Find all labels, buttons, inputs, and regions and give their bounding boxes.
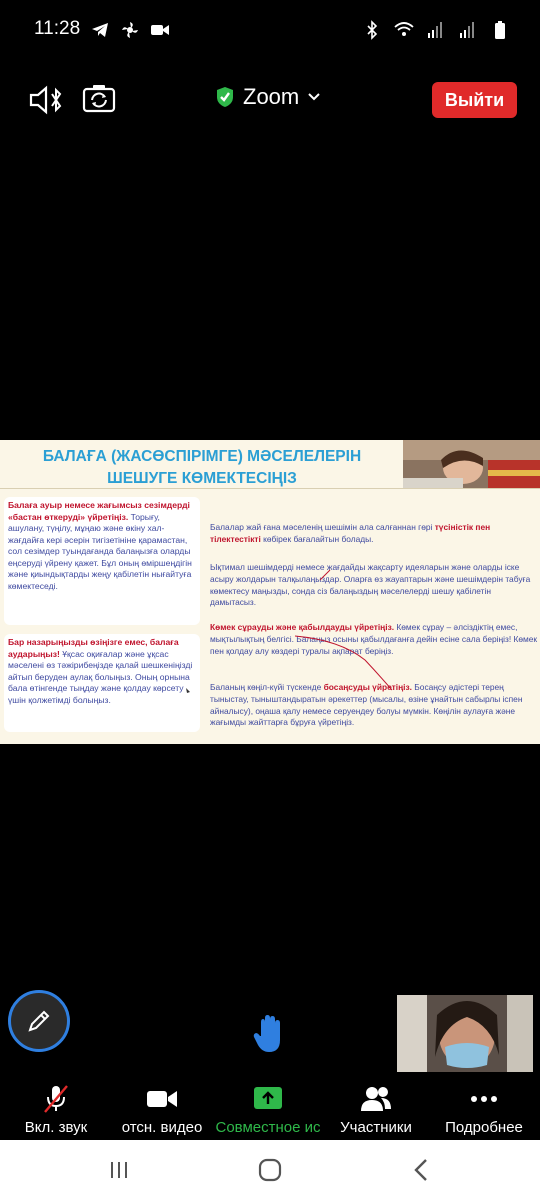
meeting-bottom-toolbar <box>0 1078 540 1138</box>
app-name: Zoom <box>243 84 300 109</box>
video-label: отсн. видео <box>121 1119 203 1136</box>
card2-body: Ұқсас оқиғалар және ұқсас мәселені өз тәжірибеңізде қалай шешкеніңізді айтып беруден аулақ болыңыз. Оның орнына бала өтінгенде тыңдау және қолдау көрсету үшін қолжетімді болыңыз. <box>8 648 193 705</box>
participants-icon <box>359 1084 393 1114</box>
p4-after: Босаңсу әдістері терең тыныстау, тыныштандыратын әрекеттер (мысалы, өзіне ұнайтын сабырлы іспен айналысу), оңаша қалу немесе серуендеу болуы мүмкін. Көңілін аулауға және жағымды жайттарға бұруға үйретіңіз. <box>210 682 523 728</box>
wifi-icon <box>394 20 414 40</box>
p4-highlight: босаңсуды үйретіңіз. <box>323 682 412 692</box>
slide-paragraph-3 <box>210 622 538 668</box>
annotate-pen-button[interactable] <box>8 990 70 1052</box>
bluetooth-icon <box>362 20 382 40</box>
participant-video <box>397 995 533 1072</box>
slide-photo <box>403 440 540 488</box>
p3-highlight: Көмек сұрауды және қабылдауды үйретіңіз. <box>210 622 395 632</box>
p4-before: Баланың көңіл-күйі түскенде <box>210 682 324 692</box>
signal-icon <box>426 20 446 40</box>
slide-paragraph-1 <box>210 522 528 552</box>
slide-card-1 <box>4 497 200 625</box>
p1-after: көбірек бағалайтын болады. <box>260 533 374 544</box>
p3-after: Көмек сұрау – әлсіздіктің емес, мықтылықтың белгісі. Балаңыз осыны қабылдағанға дейін есіне сала беріңіз! Көмек пен қолдау алу көздері туралы ақпарат беріңіз. <box>210 622 538 656</box>
shield-check-icon <box>215 86 235 108</box>
participants-button[interactable] <box>322 1078 430 1138</box>
home-icon[interactable] <box>258 1158 282 1182</box>
android-nav-bar <box>0 1140 540 1200</box>
mic-muted-icon <box>39 1084 73 1114</box>
self-video-thumbnail[interactable] <box>397 995 533 1072</box>
unmute-button[interactable] <box>2 1078 110 1138</box>
slide-paragraph-4 <box>210 682 538 728</box>
card1-body: Торығу, ашулану, түңілу, мұңаю және өкіну хал-жағдайға кері әсерін тигізетініне қарамастан, сол сезімдер туындағанда балаңызға оларды еңсеруді үйрену қажет. Бұл оның өміршеңдігін және қиындықтарды жеңу қабілетін нығайтуға көмектеседі. <box>8 511 192 591</box>
recent-apps-icon[interactable] <box>108 1160 130 1180</box>
status-bar <box>0 0 540 62</box>
slide-title <box>0 446 404 490</box>
signal-2-icon <box>458 20 478 40</box>
video-button[interactable] <box>108 1078 216 1138</box>
chevron-down-icon <box>307 92 321 102</box>
card2-highlight: Бар назарыңызды өзіңізге емес, балаға аударыңыз! <box>8 637 179 659</box>
share-screen-icon <box>251 1084 285 1114</box>
more-icon <box>467 1084 501 1114</box>
shared-screen-slide <box>0 440 540 744</box>
slide-title-line1: БАЛАҒА (ЖАСӨСПІРІМГЕ) МӘСЕЛЕЛЕРІН <box>42 448 362 465</box>
share-screen-label: Совместное ис <box>215 1119 321 1136</box>
p1-before: Балалар жай ғана мәселенің шешімін ала салғаннан гөрі <box>210 522 435 532</box>
leave-button[interactable]: Выйти <box>432 82 517 118</box>
more-button[interactable] <box>430 1078 538 1138</box>
fan-icon <box>120 20 140 40</box>
switch-camera-icon[interactable] <box>82 82 116 116</box>
status-time: 11:28 <box>34 18 81 39</box>
back-icon[interactable] <box>412 1158 430 1182</box>
slide-paragraph-2 <box>210 562 538 614</box>
meeting-title-dropdown[interactable] <box>215 84 321 110</box>
video-camera-icon <box>145 1084 179 1114</box>
participants-label: Участники <box>340 1119 412 1136</box>
status-notification-icons <box>90 20 170 40</box>
card1-highlight: Балаға ауыр немесе жағымсыз сезімдерді «бастан өткеруді» үйретіңіз. <box>8 500 190 522</box>
status-system-icons <box>362 20 510 40</box>
battery-icon <box>490 20 510 40</box>
unmute-label: Вкл. звук <box>24 1119 88 1136</box>
p1-highlight: түсіністік пен тілектестікті <box>210 522 491 544</box>
slide-divider <box>0 488 540 489</box>
slide-card-2 <box>4 634 200 732</box>
speaker-bluetooth-icon[interactable] <box>28 84 64 116</box>
slide-title-line2: ШЕШУГЕ КӨМЕКТЕСІҢІЗ <box>107 470 297 487</box>
boy-photo-illustration <box>403 440 540 488</box>
more-label: Подробнее <box>445 1119 523 1136</box>
telegram-icon <box>90 20 110 40</box>
video-icon <box>150 20 170 40</box>
share-screen-button[interactable] <box>214 1078 322 1138</box>
pen-icon <box>25 1007 53 1035</box>
raise-hand-icon[interactable] <box>252 1014 286 1054</box>
p2-text: Ықтимал шешімдерді немесе жағдайды жақсарту идеяларын және оларды іске асыру жолдарын талқылаңыздар. Оларға өз жауаптарын және шешімдерін табуға көмектесу маңызды, сонда сіз балаңыздың мәселелерді шешу қабілетін дамытасыз. <box>210 562 531 608</box>
meeting-top-toolbar <box>0 78 540 122</box>
